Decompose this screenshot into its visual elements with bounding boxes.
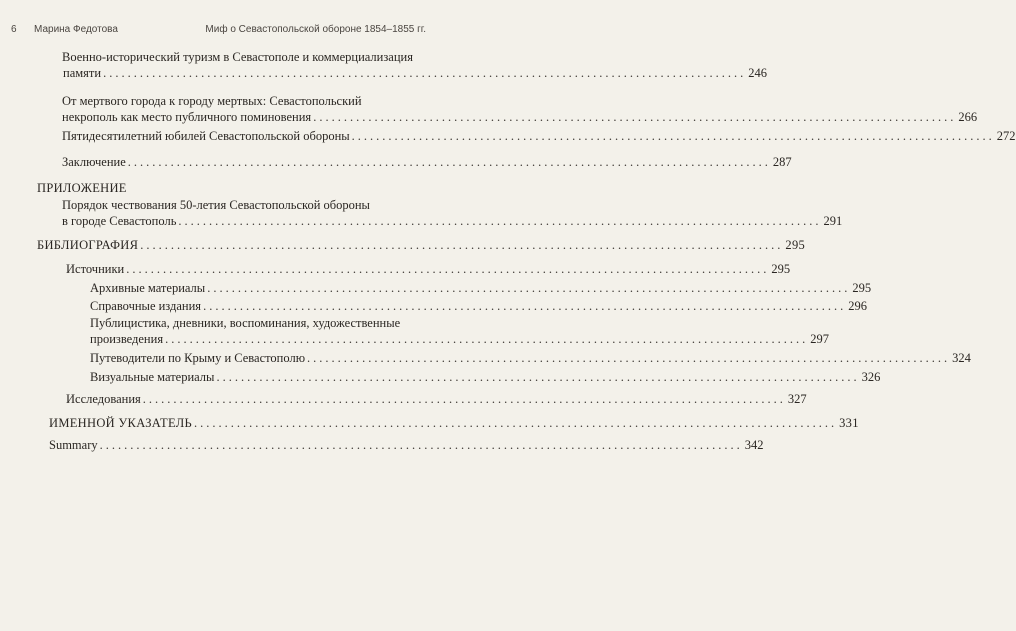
toc-entry-text: Summary: [49, 438, 98, 452]
toc-entry-text: От мертвого города к городу мертвых: Севастопольский: [62, 94, 362, 108]
leader-dots: .........................................................................................................: [193, 416, 838, 430]
toc-page-number: 272: [996, 129, 1016, 143]
toc-entry-text: БИБЛИОГРАФИЯ: [37, 238, 139, 252]
toc-page-number: 295: [771, 262, 791, 276]
toc-entry-appendix: [37, 180, 436, 196]
toc-page-number: 291: [823, 214, 843, 228]
toc-entry-text: ИМЕННОЙ УКАЗАТЕЛЬ: [49, 416, 192, 430]
leader-dots: .........................................................................................................: [165, 332, 809, 346]
leader-dots: .........................................................................................................: [103, 66, 747, 80]
toc-entry-text: памяти: [63, 66, 102, 80]
toc-entry-visual: [90, 369, 881, 385]
toc-page-number: 324: [952, 351, 971, 365]
toc-entry-necropolis: [62, 93, 978, 125]
toc-entry-text: произведения: [90, 332, 164, 346]
toc-entry-archives: [90, 280, 872, 296]
page-number: 6: [11, 24, 17, 35]
leader-dots: .........................................................................................................: [207, 281, 851, 295]
leader-dots: .........................................................................................................: [203, 299, 847, 313]
toc-entry-guides: [90, 350, 971, 366]
toc-page-number: 295: [785, 238, 806, 252]
toc-entry-celebration-order: [62, 197, 843, 229]
leader-dots: .........................................................................................................: [216, 370, 860, 384]
toc-entry-text: Военно-исторический туризм в Севастополе и коммерциализация: [62, 50, 413, 64]
toc-entry-research: [66, 391, 807, 407]
running-title: Миф о Севастопольской обороне 1854–1855 гг.: [205, 24, 426, 35]
leader-dots: .........................................................................................................: [142, 392, 786, 406]
toc-entry-text: Публицистика, дневники, воспоминания, художественные: [90, 316, 401, 330]
toc-entry-jubilee: [62, 128, 1016, 144]
toc-page-number: 287: [772, 155, 792, 169]
toc-entry-conclusion: [62, 154, 792, 170]
leader-dots: .........................................................................................................: [178, 214, 822, 228]
toc-entry-text: ПРИЛОЖЕНИЕ: [37, 181, 127, 195]
toc-entry-text: Исследования: [66, 392, 141, 406]
toc-entry-text: Источники: [66, 262, 125, 276]
toc-entry-text: Заключение: [62, 155, 126, 169]
leader-dots: .........................................................................................................: [351, 129, 995, 143]
toc-page-number: 296: [848, 299, 867, 313]
toc-entry-text: Порядок чествования 50-летия Севастопольской обороны: [62, 198, 370, 212]
toc-entry-tourism: [62, 49, 767, 81]
toc-page-number: 327: [787, 392, 807, 406]
leader-dots: .........................................................................................................: [307, 351, 951, 365]
toc-entry-sources: [66, 261, 791, 277]
toc-page-number: 342: [744, 438, 764, 452]
toc-entry-text: Визуальные материалы: [90, 370, 215, 384]
toc-entry-text: Справочные издания: [90, 299, 202, 313]
toc-page-number: 295: [852, 281, 872, 295]
toc-entry-reference: [90, 298, 867, 314]
toc-entry-publicism: [90, 315, 829, 347]
toc-page-number: 266: [958, 110, 978, 124]
toc-entry-summary: [49, 437, 764, 453]
leader-dots: .........................................................................................................: [127, 155, 771, 169]
toc-page-number: 326: [861, 370, 881, 384]
toc-entry-text: некрополь как место публичного поминовения: [62, 110, 312, 124]
toc-page-number: 331: [839, 416, 859, 430]
leader-dots: .........................................................................................................: [140, 238, 784, 252]
toc-entry-name-index: [49, 415, 859, 431]
leader-dots: .........................................................................................................: [313, 110, 957, 124]
leader-dots: .........................................................................................................: [126, 262, 770, 276]
running-author: Марина Федотова: [34, 24, 118, 35]
toc-page-number: 246: [748, 66, 767, 80]
leader-dots: .........................................................................................................: [99, 438, 743, 452]
toc-entry-text: Путеводители по Крыму и Севастополю: [90, 351, 306, 365]
toc-entry-bibliography: [37, 237, 806, 253]
toc-page-number: 297: [810, 332, 829, 346]
toc-entry-text: Пятидесятилетний юбилей Севастопольской обороны: [62, 129, 350, 143]
toc-entry-text: в городе Севастополь: [62, 214, 177, 228]
toc-entry-text: Архивные материалы: [90, 281, 206, 295]
